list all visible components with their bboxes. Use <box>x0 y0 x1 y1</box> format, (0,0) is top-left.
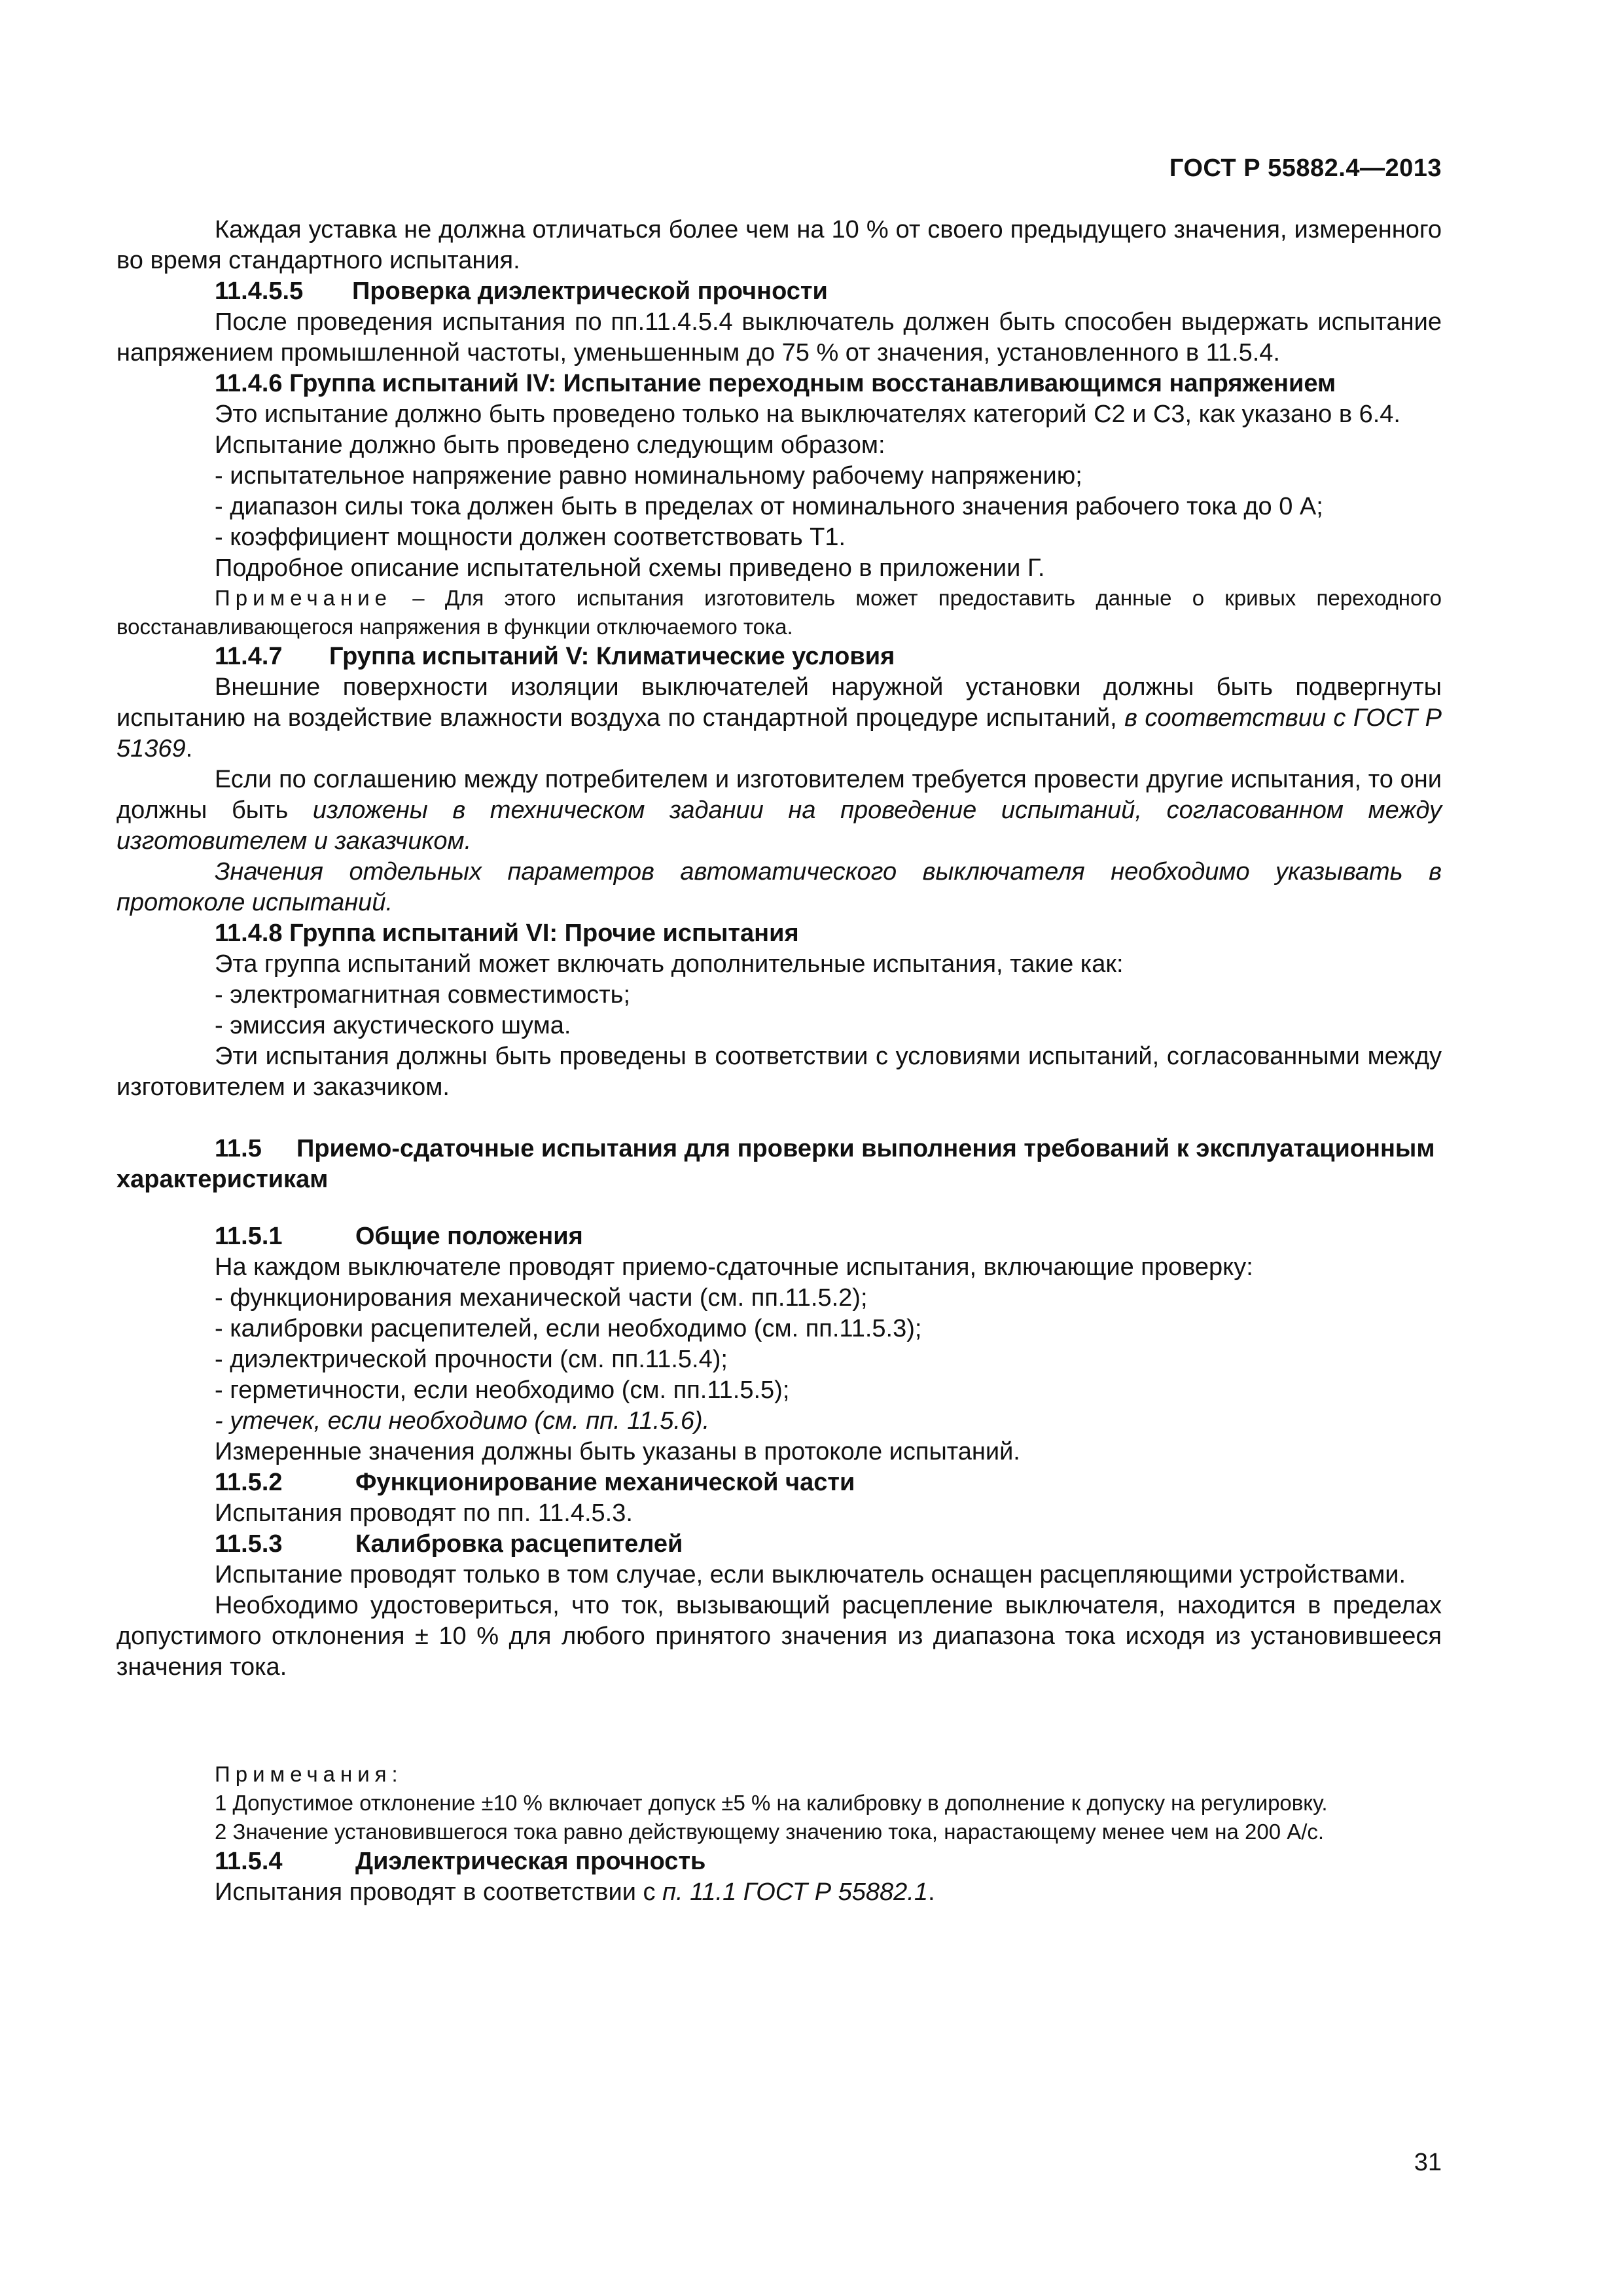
paragraph: Испытание проводят только в том случае, если выключатель оснащен расцепляющими устройствами. <box>215 1561 1406 1588</box>
italic-text: Значения отдельных параметров автоматического выключателя необходимо указывать в протоколе испытаний. <box>116 858 1442 916</box>
list-item: - эмиссия акустического шума. <box>215 1012 571 1039</box>
section-title: Группа испытаний V: Климатические условия <box>329 643 895 670</box>
list-item: - коэффициент мощности должен соответствовать Т1. <box>215 524 846 551</box>
standard-reference: в соответствии с ГОСТ Р 51369 <box>116 704 1442 762</box>
paragraph: Каждая уставка не должна отличаться более чем на 10 % от своего предыдущего значения, измеренного во время стандартного испытания. <box>116 216 1442 274</box>
paragraph <box>116 857 1442 918</box>
paragraph: На каждом выключателе проводят приемо-сдаточные испытания, включающие проверку: <box>215 1253 1253 1281</box>
note <box>116 584 1442 641</box>
list-item: - калибровки расцепителей, если необходимо (см. пп.11.5.3); <box>215 1315 922 1342</box>
section-title: Функционирование механической части <box>355 1469 855 1496</box>
paragraph-text: Внешние поверхности изоляции выключателей наружной установки должны быть подвергнуты испытанию на воздействие влажности воздуха по стандартной процедуре испытаний, <box>116 673 1442 732</box>
paragraph: Это испытание должно быть проведено только на выключателях категорий С2 и С3, как указано в 6.4. <box>215 401 1400 428</box>
paragraph <box>116 764 1442 857</box>
document-page <box>116 0 1442 2296</box>
document-header: ГОСТ Р 55882.4—2013 <box>1169 154 1442 182</box>
paragraph-text: . <box>185 735 193 762</box>
section-title: Диэлектрическая прочность <box>355 1848 706 1875</box>
section-number: 11.5.1 <box>215 1223 283 1250</box>
notes-label: Примечания: <box>215 1762 403 1786</box>
note: 1 Допустимое отклонение ±10 % включает допуск ±5 % на калибровку в дополнение к допуску на регулировку. <box>215 1791 1328 1815</box>
paragraph: Испытание должно быть проведено следующим образом: <box>215 431 885 459</box>
document-body <box>116 215 1442 1908</box>
list-item: - диэлектрической прочности (см. пп.11.5.4); <box>215 1346 728 1373</box>
italic-text: изложены в техническом задании на проведение испытаний, согласованном между изготовителем и заказчиком. <box>116 797 1442 855</box>
list-item: - функционирования механической части (см. пп.11.5.2); <box>215 1284 868 1312</box>
list-item: - герметичности, если необходимо (см. пп.11.5.5); <box>215 1376 790 1404</box>
paragraph: Измеренные значения должны быть указаны в протоколе испытаний. <box>215 1438 1020 1465</box>
list-item: - испытательное напряжение равно номинальному рабочему напряжению; <box>215 462 1082 490</box>
paragraph: Эта группа испытаний может включать дополнительные испытания, такие как: <box>215 950 1124 978</box>
paragraph-text: Испытания проводят в соответствии с <box>215 1878 663 1906</box>
list-item: - электромагнитная совместимость; <box>215 981 631 1009</box>
section-number: 11.5.2 <box>215 1469 283 1496</box>
section-heading-11-5 <box>116 1134 1442 1195</box>
page-number: 31 <box>1414 2149 1442 2176</box>
list-item: - диапазон силы тока должен быть в пределах от номинального значения рабочего тока до 0 А; <box>215 493 1323 520</box>
section-number: 11.4.5.5 <box>215 278 304 305</box>
paragraph: Испытания проводят по пп. 11.4.5.3. <box>215 1499 633 1527</box>
section-title: Приемо-сдаточные испытания для проверки выполнения требований к эксплуатационным характеристикам <box>116 1135 1435 1193</box>
paragraph <box>116 672 1442 764</box>
note-text: – Для этого испытания изготовитель может предоставить данные о кривых переходного восстанавливающегося напряжения в функции отключаемого тока. <box>116 586 1442 639</box>
italic-text: - утечек, если необходимо (см. пп. 11.5.6). <box>215 1407 710 1435</box>
section-number: 11.5.3 <box>215 1530 283 1558</box>
section-heading-11-5-4 <box>116 1846 1442 1877</box>
standard-reference: п. 11.1 ГОСТ Р 55882.1 <box>662 1878 928 1906</box>
paragraph: После проведения испытания по пп.11.4.5.4 выключатель должен быть способен выдержать испытание напряжением промышленной частоты, уменьшенным до 75 % от значения, установленного в 11.5.4. <box>116 308 1442 367</box>
note: 2 Значение установившегося тока равно действующему значению тока, нарастающему менее чем на 200 А/с. <box>215 1820 1325 1844</box>
paragraph <box>116 1877 1442 1908</box>
paragraph: Необходимо удостовериться, что ток, вызывающий расцепление выключателя, находится в пределах допустимого отклонения ± 10 % для любого принятого значения из диапазона тока исходя из установившееся значения тока. <box>116 1592 1442 1681</box>
section-heading-11-5-1 <box>116 1221 1442 1252</box>
note-label: Примечание <box>215 586 393 610</box>
notes-heading <box>116 1760 1442 1789</box>
paragraph-text: Если по соглашению между потребителем и изготовителем требуется провести другие испытания, то они должны быть <box>116 766 1442 824</box>
section-title: Общие положения <box>355 1223 583 1250</box>
paragraph: Эти испытания должны быть проведены в соответствии с условиями испытаний, согласованными между изготовителем и заказчиком. <box>116 1043 1442 1101</box>
paragraph: Подробное описание испытательной схемы приведено в приложении Г. <box>215 554 1045 582</box>
section-number: 11.5.4 <box>215 1848 283 1875</box>
section-heading-11-4-7 <box>116 641 1442 672</box>
section-heading-11-4-8: 11.4.8 Группа испытаний VI: Прочие испытания <box>215 920 799 947</box>
section-heading-11-5-3 <box>116 1529 1442 1560</box>
list-item <box>116 1406 1442 1437</box>
section-number: 11.5 <box>215 1135 262 1162</box>
paragraph-text: . <box>927 1878 935 1906</box>
section-number: 11.4.7 <box>215 643 283 670</box>
section-heading-11-4-6: 11.4.6 Группа испытаний IV: Испытание переходным восстанавливающимся напряжением <box>215 370 1336 397</box>
section-title: Проверка диэлектрической прочности <box>352 278 828 305</box>
section-heading-11-4-5-5 <box>116 276 1442 307</box>
section-title: Калибровка расцепителей <box>355 1530 683 1558</box>
section-heading-11-5-2 <box>116 1467 1442 1498</box>
